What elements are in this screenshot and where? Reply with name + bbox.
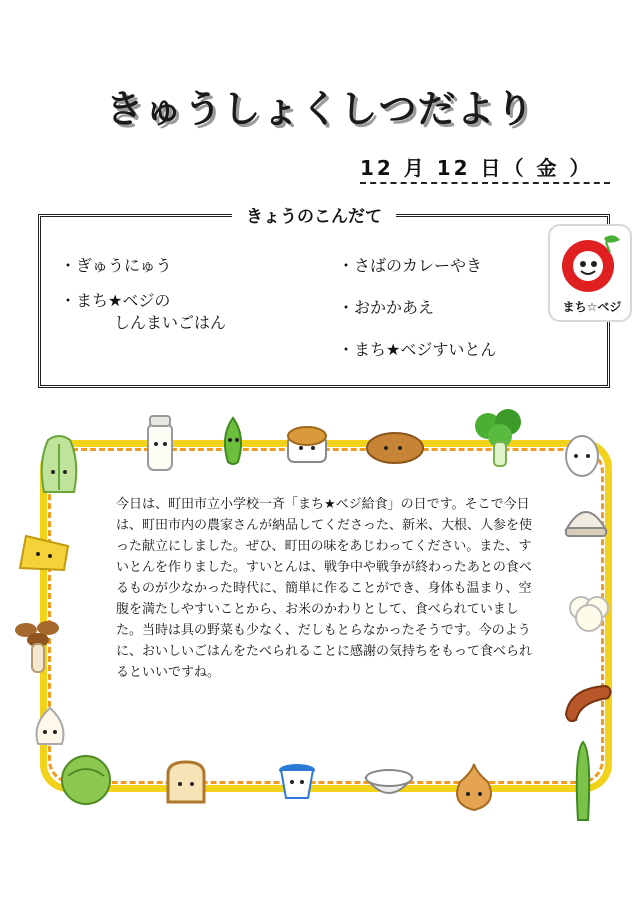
page-title: きゅうしょくしつだより bbox=[105, 87, 535, 131]
date-underline bbox=[360, 182, 610, 184]
garlic-icon bbox=[28, 704, 72, 750]
date-row bbox=[360, 152, 610, 180]
menu-item-rice-line1: ・まち★ベジの bbox=[60, 291, 171, 310]
cauliflower-icon bbox=[566, 592, 612, 636]
shimeji-mushroom-icon bbox=[10, 616, 66, 676]
clam-icon bbox=[562, 500, 610, 540]
bread-roll-icon bbox=[364, 428, 426, 468]
egg-icon bbox=[562, 432, 602, 478]
chinese-cabbage-icon bbox=[34, 432, 84, 496]
natto-icon bbox=[282, 418, 332, 470]
menu-item-rice-line2: しんまいごはん bbox=[114, 313, 227, 332]
okra-icon bbox=[216, 416, 250, 466]
toast-icon bbox=[160, 758, 212, 808]
message-body: 今日は、町田市立小学校一斉「まち★ベジ給食」の日です。そこで今日は、町田市内の農家さんが納品してくださった、新米、大根、人参を使った献立にしました。ぜひ、町田の味をあじわってください。また、すいとんを作りました。すいとんは、戦争中や戦争が終わったあとの食べるものが少なかった時代に、簡単に作ることができ、身体も温まり、空腹を満たしやすいことから、お米のかわりとして、食べられていました。当時は具の野菜も少なく、だしもとらなかったそうです。今のように、おいしいごはんをたべられることに感謝の気持ちをもって食べられるといいですね。 bbox=[116, 497, 533, 680]
menu-item-mackerel: ・さばのカレーやき bbox=[338, 256, 483, 275]
asparagus-icon bbox=[568, 740, 598, 822]
menu-item-suiton: ・まち★ベジすいとん bbox=[338, 340, 497, 359]
menu-heading: きょうのこんだて bbox=[232, 202, 396, 227]
menu-item-milk: ・ぎゅうにゅう bbox=[60, 256, 172, 275]
cheese-icon bbox=[16, 528, 72, 574]
tomato-icon bbox=[550, 228, 630, 298]
sausage-icon bbox=[560, 680, 616, 726]
rice-bowl-icon bbox=[362, 762, 416, 806]
onion-icon bbox=[448, 760, 500, 818]
date: 12 月 12 日（ 金 ） bbox=[360, 156, 593, 180]
spinach-icon bbox=[472, 408, 528, 470]
menu-item-okaka: ・おかかあえ bbox=[338, 298, 435, 317]
yogurt-icon bbox=[272, 758, 322, 808]
logo-text: まち☆ベジ bbox=[562, 300, 622, 314]
machi-veggie-logo bbox=[548, 224, 632, 322]
cabbage-icon bbox=[54, 752, 118, 806]
milk-bottle-icon bbox=[138, 414, 182, 474]
